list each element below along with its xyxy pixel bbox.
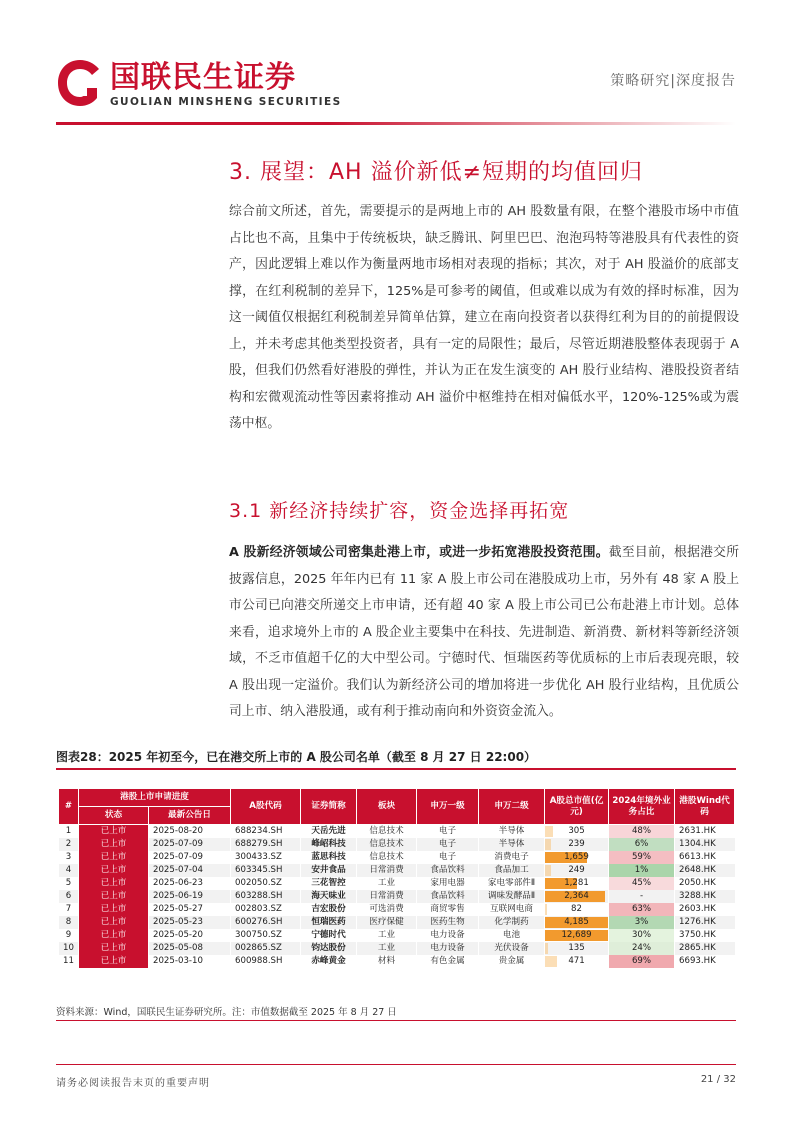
col-header-a-code: A股代码 <box>231 789 301 825</box>
cell-sector: 信息技术 <box>357 838 417 851</box>
mcap-value: 82 <box>571 904 582 914</box>
table-row <box>59 838 735 851</box>
col-header-hk-code: 港股Wind代码 <box>675 789 735 825</box>
cell-sw2: 互联网电商 <box>479 903 545 916</box>
cell-sector: 信息技术 <box>357 825 417 839</box>
cell-overseas: 48% <box>609 825 675 839</box>
cell-mcap <box>545 929 609 942</box>
cell-hk-code: 2865.HK <box>675 942 735 955</box>
cell-overseas: - <box>609 890 675 903</box>
mcap-bar <box>545 839 551 850</box>
cell-no: 8 <box>59 916 79 929</box>
col-header-sector: 板块 <box>357 789 417 825</box>
table-body <box>59 825 735 969</box>
cell-date: 2025-07-04 <box>149 864 231 877</box>
cell-overseas: 69% <box>609 955 675 968</box>
cell-date: 2025-05-08 <box>149 942 231 955</box>
cell-sw2: 家电零部件Ⅱ <box>479 877 545 890</box>
subsection-heading: 3.1 新经济持续扩容，资金选择再拓宽 <box>229 500 570 522</box>
cell-a-code: 002803.SZ <box>231 903 301 916</box>
cell-name: 三花智控 <box>301 877 357 890</box>
cell-mcap <box>545 851 609 864</box>
cell-a-code: 002050.SZ <box>231 877 301 890</box>
col-header-no: # <box>59 789 79 825</box>
cell-no: 4 <box>59 864 79 877</box>
cell-sw2: 光伏设备 <box>479 942 545 955</box>
cell-date: 2025-05-23 <box>149 916 231 929</box>
cell-name: 峰岹科技 <box>301 838 357 851</box>
cell-status: 已上市 <box>79 929 149 942</box>
cell-hk-code: 3750.HK <box>675 929 735 942</box>
col-header-sw2: 申万二级 <box>479 789 545 825</box>
cell-hk-code: 2603.HK <box>675 903 735 916</box>
table-row <box>59 890 735 903</box>
cell-sw2: 食品加工 <box>479 864 545 877</box>
section-paragraph-1: 综合前文所述，首先，需要提示的是两地上市的 AH 股数量有限，在整个港股市场中市值占比也不高，且集中于传统板块，缺乏腾讯、阿里巴巴、泡泡玛特等港股具有代表性的资产，因此逻辑上难以作为衡量两地市场相对表现的指标；其次，对于 AH 股溢价的底部支撑，在红利税制的差异下，125%是可参考的阈值，但或难以成为有效的择时标准，因为这一阈值仅根据红利税制差异简单估算，建立在南向投资者以获得红利为目的的前提假设上，并未考虑其他类型投资者，具有一定的局限性；最后，尽管近期港股整体表现弱于 A 股，但我们仍然看好港股的弹性，并认为正在发生演变的 AH 股行业结构、港股投资者结构和宏微观流动性等因素将推动 AH 溢价中枢维持在相对偏低水平，120%-125%或为震荡中枢。 <box>229 204 739 431</box>
cell-overseas: 6% <box>609 838 675 851</box>
logo-english-name: GUOLIAN MINSHENG SECURITIES <box>110 96 342 108</box>
mcap-value: 471 <box>568 956 585 966</box>
cell-overseas: 3% <box>609 916 675 929</box>
mcap-value: 239 <box>568 839 585 849</box>
mcap-bar <box>545 865 551 876</box>
cell-name: 安井食品 <box>301 864 357 877</box>
figure-title: 图表28：2025 年初至今，已在港交所上市的 A 股公司名单（截至 8 月 27 日 22:00） <box>56 750 537 764</box>
cell-sw2: 贵金属 <box>479 955 545 968</box>
mcap-bar <box>545 904 547 915</box>
cell-sector: 日常消费 <box>357 864 417 877</box>
cell-date: 2025-05-20 <box>149 929 231 942</box>
cell-no: 3 <box>59 851 79 864</box>
cell-sw1: 电力设备 <box>417 929 479 942</box>
cell-sw1: 电子 <box>417 851 479 864</box>
mcap-bar <box>545 956 557 967</box>
cell-hk-code: 6693.HK <box>675 955 735 968</box>
cell-no: 7 <box>59 903 79 916</box>
cell-mcap <box>545 916 609 929</box>
cell-status: 已上市 <box>79 890 149 903</box>
col-header-date: 最新公告日 <box>149 807 231 825</box>
cell-status: 已上市 <box>79 851 149 864</box>
cell-hk-code: 2631.HK <box>675 825 735 839</box>
cell-a-code: 603288.SH <box>231 890 301 903</box>
cell-date: 2025-03-10 <box>149 955 231 968</box>
cell-no: 10 <box>59 942 79 955</box>
cell-sw2: 化学制药 <box>479 916 545 929</box>
guolian-logo-icon <box>56 58 104 108</box>
cell-status: 已上市 <box>79 955 149 968</box>
footer-divider <box>56 1064 736 1065</box>
cell-a-code: 600276.SH <box>231 916 301 929</box>
table-row <box>59 955 735 968</box>
cell-hk-code: 1304.HK <box>675 838 735 851</box>
cell-date: 2025-06-23 <box>149 877 231 890</box>
cell-a-code: 688234.SH <box>231 825 301 839</box>
cell-sw1: 食品饮料 <box>417 890 479 903</box>
cell-mcap <box>545 942 609 955</box>
cell-name: 天岳先进 <box>301 825 357 839</box>
cell-a-code: 300750.SZ <box>231 929 301 942</box>
mcap-value: 4,185 <box>564 917 589 927</box>
cell-hk-code: 6613.HK <box>675 851 735 864</box>
cell-status: 已上市 <box>79 864 149 877</box>
cell-sector: 医疗保健 <box>357 916 417 929</box>
section-paragraph-2 <box>229 540 739 726</box>
cell-sector: 工业 <box>357 942 417 955</box>
cell-name: 宁德时代 <box>301 929 357 942</box>
cell-no: 1 <box>59 825 79 839</box>
cell-hk-code: 2648.HK <box>675 864 735 877</box>
cell-no: 11 <box>59 955 79 968</box>
cell-status: 已上市 <box>79 838 149 851</box>
cell-hk-code: 1276.HK <box>675 916 735 929</box>
mcap-bar <box>545 943 548 954</box>
logo-chinese-name: 国联民生证券 <box>110 60 296 95</box>
footer-disclaimer: 请务必阅读报告末页的重要声明 <box>56 1078 210 1089</box>
col-header-status: 状态 <box>79 807 149 825</box>
table-row <box>59 851 735 864</box>
cell-name: 赤峰黄金 <box>301 955 357 968</box>
cell-mcap <box>545 825 609 839</box>
cell-sw2: 消费电子 <box>479 851 545 864</box>
cell-date: 2025-07-09 <box>149 851 231 864</box>
cell-sw1: 电力设备 <box>417 942 479 955</box>
cell-mcap <box>545 838 609 851</box>
table-row <box>59 864 735 877</box>
cell-name: 海天味业 <box>301 890 357 903</box>
cell-sector: 可选消费 <box>357 903 417 916</box>
cell-no: 5 <box>59 877 79 890</box>
cell-no: 9 <box>59 929 79 942</box>
cell-name: 恒瑞医药 <box>301 916 357 929</box>
cell-sw2: 电池 <box>479 929 545 942</box>
cell-name: 蓝思科技 <box>301 851 357 864</box>
mcap-value: 12,689 <box>561 930 592 940</box>
cell-overseas: 30% <box>609 929 675 942</box>
cell-hk-code: 2050.HK <box>675 877 735 890</box>
cell-sw1: 商贸零售 <box>417 903 479 916</box>
table-row <box>59 942 735 955</box>
cell-a-code: 002865.SZ <box>231 942 301 955</box>
mcap-value: 2,364 <box>564 891 589 901</box>
cell-date: 2025-06-19 <box>149 890 231 903</box>
cell-overseas: 1% <box>609 864 675 877</box>
col-header-name: 证券简称 <box>301 789 357 825</box>
cell-sw1: 有色金属 <box>417 955 479 968</box>
figure-bottom-divider <box>56 1020 736 1021</box>
col-header-mcap: A股总市值(亿元) <box>545 789 609 825</box>
figure-top-divider <box>56 768 736 770</box>
report-category: 策略研究|深度报告 <box>610 73 736 89</box>
paragraph-lead-sentence: A 股新经济领域公司密集赴港上市，或进一步拓宽港股投资范围。 <box>229 545 609 560</box>
listed-companies-table <box>58 788 735 968</box>
table-row <box>59 825 735 839</box>
cell-mcap <box>545 877 609 890</box>
mcap-value: 1,281 <box>564 878 589 888</box>
mcap-bar <box>545 826 553 837</box>
cell-date: 2025-08-20 <box>149 825 231 839</box>
cell-status: 已上市 <box>79 825 149 839</box>
mcap-value: 249 <box>568 865 585 875</box>
page-header <box>0 0 794 130</box>
cell-date: 2025-07-09 <box>149 838 231 851</box>
cell-status: 已上市 <box>79 942 149 955</box>
cell-sw1: 电子 <box>417 838 479 851</box>
table-row <box>59 877 735 890</box>
col-header-progress: 港股上市申请进度 <box>79 789 231 807</box>
page-number: 21 / 32 <box>700 1074 736 1085</box>
cell-sector: 日常消费 <box>357 890 417 903</box>
cell-overseas: 45% <box>609 877 675 890</box>
cell-status: 已上市 <box>79 916 149 929</box>
cell-sector: 工业 <box>357 877 417 890</box>
paragraph-body: 截至目前，根据港交所披露信息，2025 年年内已有 11 家 A 股上市公司在港股成功上市，另外有 48 家 A 股上市公司已向港交所递交上市申请，还有超 40 家 A 股上市公司已公布赴港上市计划。总体来看，追求境外上市的 A 股企业主要集中在科技、先进制造、新消费、新材料等新经济领域，不乏市值超千亿的大中型公司。宁德时代、恒瑞医药等优质标的上市后表现亮眼，较 A 股出现一定溢价。我们认为新经济公司的增加将进一步优化 AH 股行业结构，且优质公司上市、纳入港股通，或有利于推动南向和外资资金流入。 <box>229 545 740 719</box>
cell-sw1: 食品饮料 <box>417 864 479 877</box>
cell-sw1: 电子 <box>417 825 479 839</box>
header-divider <box>56 122 736 125</box>
cell-sector: 工业 <box>357 929 417 942</box>
col-header-overseas: 2024年境外业务占比 <box>609 789 675 825</box>
cell-date: 2025-05-27 <box>149 903 231 916</box>
cell-sector: 材料 <box>357 955 417 968</box>
cell-a-code: 603345.SH <box>231 864 301 877</box>
cell-name: 吉宏股份 <box>301 903 357 916</box>
cell-name: 钧达股份 <box>301 942 357 955</box>
cell-sw1: 医药生物 <box>417 916 479 929</box>
table-row <box>59 929 735 942</box>
cell-overseas: 59% <box>609 851 675 864</box>
cell-status: 已上市 <box>79 903 149 916</box>
cell-hk-code: 3288.HK <box>675 890 735 903</box>
cell-sw2: 半导体 <box>479 825 545 839</box>
cell-status: 已上市 <box>79 877 149 890</box>
mcap-value: 305 <box>568 826 585 836</box>
col-header-sw1: 申万一级 <box>417 789 479 825</box>
cell-a-code: 688279.SH <box>231 838 301 851</box>
cell-mcap <box>545 864 609 877</box>
cell-sw1: 家用电器 <box>417 877 479 890</box>
cell-mcap <box>545 903 609 916</box>
cell-overseas: 24% <box>609 942 675 955</box>
cell-no: 2 <box>59 838 79 851</box>
cell-overseas: 63% <box>609 903 675 916</box>
cell-a-code: 600988.SH <box>231 955 301 968</box>
cell-a-code: 300433.SZ <box>231 851 301 864</box>
mcap-value: 135 <box>568 943 585 953</box>
cell-no: 6 <box>59 890 79 903</box>
figure-source-note: 资料来源：Wind，国联民生证券研究所。注：市值数据截至 2025 年 8 月 27 日 <box>56 1007 397 1018</box>
cell-mcap <box>545 955 609 968</box>
cell-sector: 信息技术 <box>357 851 417 864</box>
table-row <box>59 903 735 916</box>
section-heading: 3. 展望：AH 溢价新低≠短期的均值回归 <box>229 160 644 185</box>
cell-sw2: 调味发酵品Ⅱ <box>479 890 545 903</box>
table-row <box>59 916 735 929</box>
cell-sw2: 半导体 <box>479 838 545 851</box>
mcap-value: 1,659 <box>564 852 589 862</box>
cell-mcap <box>545 890 609 903</box>
